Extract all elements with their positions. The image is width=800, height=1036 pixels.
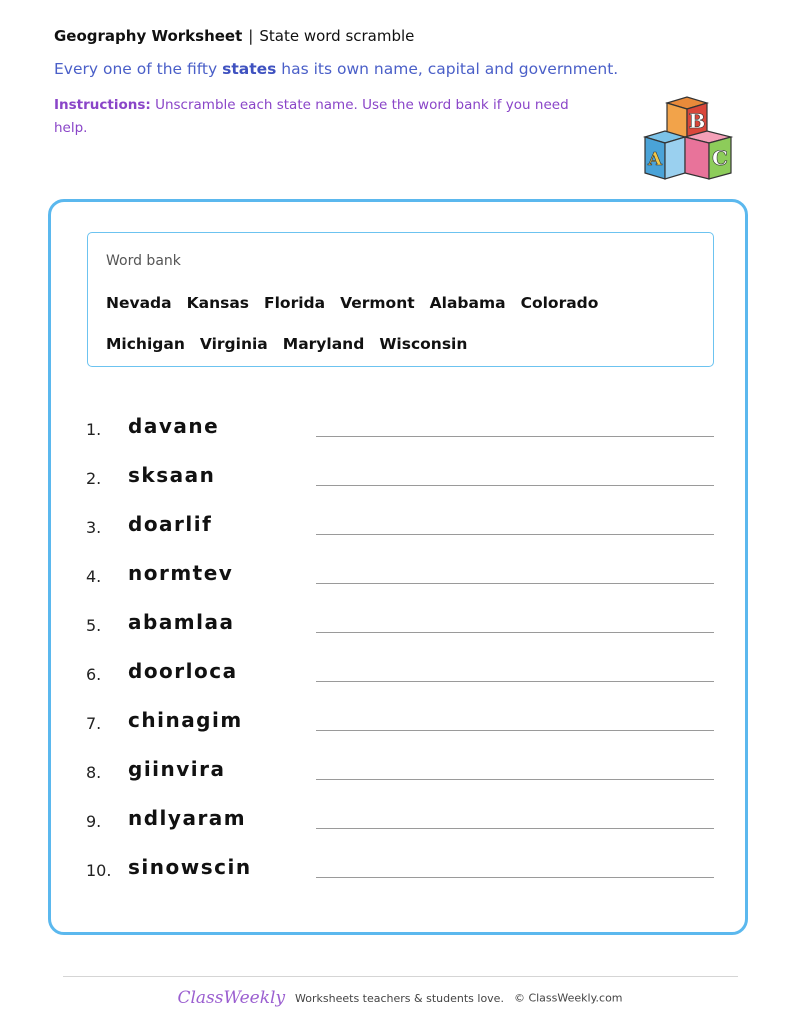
classweekly-logo[interactable]: ClassWeekly [177, 988, 286, 1008]
answer-line[interactable] [316, 730, 714, 731]
question-row [86, 410, 716, 450]
question-row [86, 704, 716, 744]
abc-blocks-icon [641, 95, 737, 183]
scrambled-word: doarlif [128, 512, 213, 536]
question-row [86, 606, 716, 646]
subtitle-emphasis: states [222, 60, 277, 78]
instructions-text: Unscramble each state name. Use the word bank if you need help. [54, 97, 569, 136]
scrambled-word: davane [128, 414, 220, 438]
question-number: 3. [86, 518, 102, 537]
answer-line[interactable] [316, 436, 714, 437]
answer-line[interactable] [316, 828, 714, 829]
word-bank-word: Alabama [429, 294, 506, 312]
word-bank-words [106, 283, 696, 365]
question-row [86, 508, 716, 548]
scrambled-word: doorloca [128, 659, 238, 683]
answer-line[interactable] [316, 877, 714, 878]
answer-line[interactable] [316, 583, 714, 584]
question-row [86, 459, 716, 499]
svg-text:B: B [688, 109, 706, 133]
question-number: 2. [86, 469, 102, 488]
question-number: 4. [86, 567, 102, 586]
word-bank-word: Wisconsin [379, 335, 468, 353]
svg-text:A: A [648, 149, 662, 170]
question-row [86, 753, 716, 793]
subtitle-text-after: has its own name, capital and government. [276, 60, 619, 78]
instructions [54, 94, 574, 140]
worksheet-title: Geography Worksheet [54, 27, 243, 45]
word-bank-word: Florida [264, 294, 326, 312]
word-bank-word: Virginia [199, 335, 268, 353]
question-number: 5. [86, 616, 102, 635]
question-row [86, 802, 716, 842]
word-bank-word: Nevada [106, 294, 172, 312]
worksheet-topic: State word scramble [259, 27, 415, 45]
word-bank-title: Word bank [106, 253, 181, 269]
answer-line[interactable] [316, 485, 714, 486]
question-number: 10. [86, 861, 112, 880]
word-bank-word: Maryland [282, 335, 365, 353]
question-number: 1. [86, 420, 102, 439]
subtitle-text-before: Every one of the fifty [54, 60, 223, 78]
worksheet-subtitle [54, 60, 618, 78]
word-bank [87, 232, 714, 367]
scrambled-word: abamlaa [128, 610, 235, 634]
question-row [86, 557, 716, 597]
question-row [86, 851, 716, 891]
instructions-label: Instructions: [54, 97, 151, 113]
word-bank-word: Michigan [106, 335, 185, 353]
scrambled-word: normtev [128, 561, 234, 585]
question-number: 9. [86, 812, 102, 831]
scrambled-word: sinowscin [128, 855, 252, 879]
worksheet-header [54, 27, 414, 45]
question-number: 6. [86, 665, 102, 684]
answer-line[interactable] [316, 534, 714, 535]
footer [0, 988, 800, 1008]
svg-text:C: C [712, 146, 728, 170]
scrambled-word: giinvira [128, 757, 226, 781]
word-bank-word: Kansas [186, 294, 250, 312]
scrambled-word: sksaan [128, 463, 216, 487]
answer-line[interactable] [316, 779, 714, 780]
word-bank-word: Vermont [340, 294, 415, 312]
header-separator: | [248, 27, 254, 45]
question-number: 7. [86, 714, 102, 733]
scrambled-word: chinagim [128, 708, 243, 732]
footer-tagline: Worksheets teachers & students love. [295, 991, 504, 1005]
answer-line[interactable] [316, 681, 714, 682]
word-bank-word: Colorado [520, 294, 599, 312]
footer-divider [63, 976, 738, 977]
question-number: 8. [86, 763, 102, 782]
scrambled-word: ndlyaram [128, 806, 247, 830]
answer-line[interactable] [316, 632, 714, 633]
footer-copyright[interactable]: © ClassWeekly.com [513, 991, 623, 1005]
question-row [86, 655, 716, 695]
